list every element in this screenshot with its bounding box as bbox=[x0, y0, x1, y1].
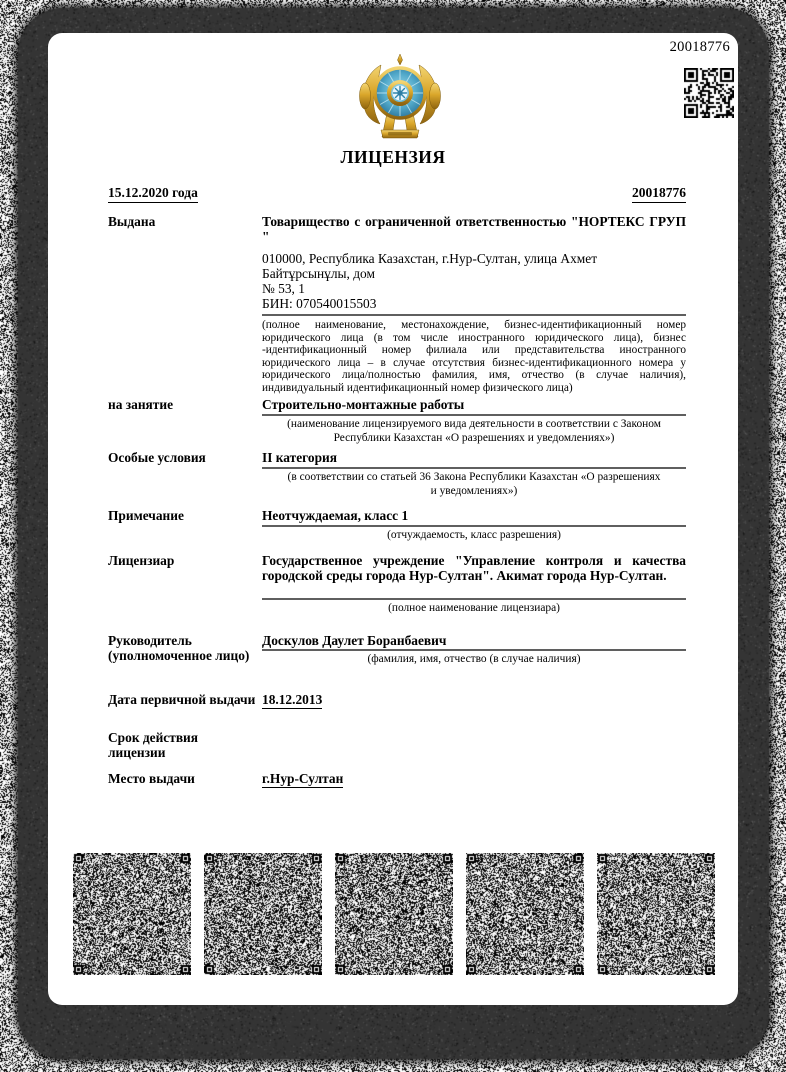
special-conditions-label: Особые условия bbox=[108, 450, 206, 465]
noise-stamp-block bbox=[466, 853, 584, 975]
activity-label: на занятие bbox=[108, 397, 174, 412]
noise-stamp-block bbox=[204, 853, 322, 975]
field-row-first-issue-date bbox=[108, 692, 686, 707]
field-row-activity bbox=[108, 397, 686, 445]
document-number-top: 20018776 bbox=[669, 39, 730, 55]
activity-value: Строительно-монтажные работы bbox=[262, 397, 465, 412]
qr-code bbox=[684, 68, 734, 118]
validity-label: Срок действия лицензии bbox=[108, 730, 199, 760]
bin-line: БИН: 070540015503 bbox=[262, 296, 377, 311]
field-row-issue-place bbox=[108, 771, 686, 786]
note-value: Неотчуждаемая, класс 1 bbox=[262, 508, 409, 523]
stamp-strip bbox=[73, 853, 715, 975]
special-conditions-value: II категория bbox=[262, 450, 338, 465]
field-row-issued-to bbox=[108, 214, 686, 395]
address-line: № 53, 1 bbox=[262, 281, 305, 296]
special-conditions-caption: (в соответствии со статьей 36 Закона Республики Казахстан «О разрешениях и уведомлениях») bbox=[287, 471, 661, 497]
validity-value bbox=[262, 730, 686, 760]
license-document bbox=[48, 33, 738, 1005]
noise-stamp-block bbox=[597, 853, 715, 975]
head-value: Доскулов Даулет Боранбаевич bbox=[262, 633, 447, 648]
address-line: 010000, Республика Казахстан, г.Нур-Султан, улица Ахмет Байтұрсынұлы, дом bbox=[262, 251, 598, 281]
head-label: Руководитель (уполномоченное лицо) bbox=[108, 633, 250, 663]
activity-caption: (наименование лицензируемого вида деятельности в соответствии с Законом Республики Казахстан «О разрешениях и уведомлениях») bbox=[287, 418, 661, 444]
kazakhstan-emblem-icon bbox=[354, 53, 446, 145]
field-row-head bbox=[108, 633, 686, 667]
issued-to-caption: (полное наименование, местонахождение, бизнес-идентификационный номер юридического лица (в том числе иностранного юридического лица), бизнес -идентификационный номер филиала или представительства иностранного юридического лица – в случае отсутствия бизнес-идентификационного номера у юридического лица/полностью фамилия, имя, отчество (в случае наличия), индивидуальный идентификационный номер физического лица) bbox=[262, 319, 686, 394]
noise-stamp-block bbox=[73, 853, 191, 975]
licensor-value-line2: городской среды города Нур-Султан". Акимат города Нур-Султан. bbox=[262, 568, 667, 583]
date-number-row bbox=[108, 185, 686, 203]
issued-to-org-name-line2: " bbox=[262, 229, 270, 244]
issue-place-value: г.Нур-Султан bbox=[262, 771, 344, 786]
divider-line bbox=[262, 314, 686, 316]
head-caption: (фамилия, имя, отчество (в случае наличия) bbox=[367, 653, 581, 665]
issue-date: 15.12.2020 года bbox=[108, 185, 198, 203]
field-row-special-conditions bbox=[108, 450, 686, 498]
first-issue-date-label: Дата первичной выдачи bbox=[108, 692, 256, 707]
issued-to-org-name-line1: Товарищество с ограниченной ответственностью "НОРТЕКС ГРУП bbox=[262, 214, 686, 229]
document-title: ЛИЦЕНЗИЯ bbox=[340, 147, 446, 167]
issued-to-address bbox=[262, 251, 686, 311]
licensor-caption: (полное наименование лицензиара) bbox=[388, 602, 560, 614]
field-row-validity bbox=[108, 730, 686, 760]
note-label: Примечание bbox=[108, 508, 184, 523]
licensor-value-line1: Государственное учреждение "Управление контроля и качества bbox=[262, 553, 686, 568]
field-row-licensor bbox=[108, 553, 686, 616]
issue-place-label: Место выдачи bbox=[108, 771, 195, 786]
first-issue-date-value: 18.12.2013 bbox=[262, 692, 323, 707]
note-caption: (отчуждаемость, класс разрешения) bbox=[387, 529, 561, 541]
field-row-note bbox=[108, 508, 686, 543]
licensor-label: Лицензиар bbox=[108, 553, 175, 568]
license-number: 20018776 bbox=[632, 185, 686, 203]
noise-stamp-block bbox=[335, 853, 453, 975]
issued-to-label: Выдана bbox=[108, 214, 156, 229]
